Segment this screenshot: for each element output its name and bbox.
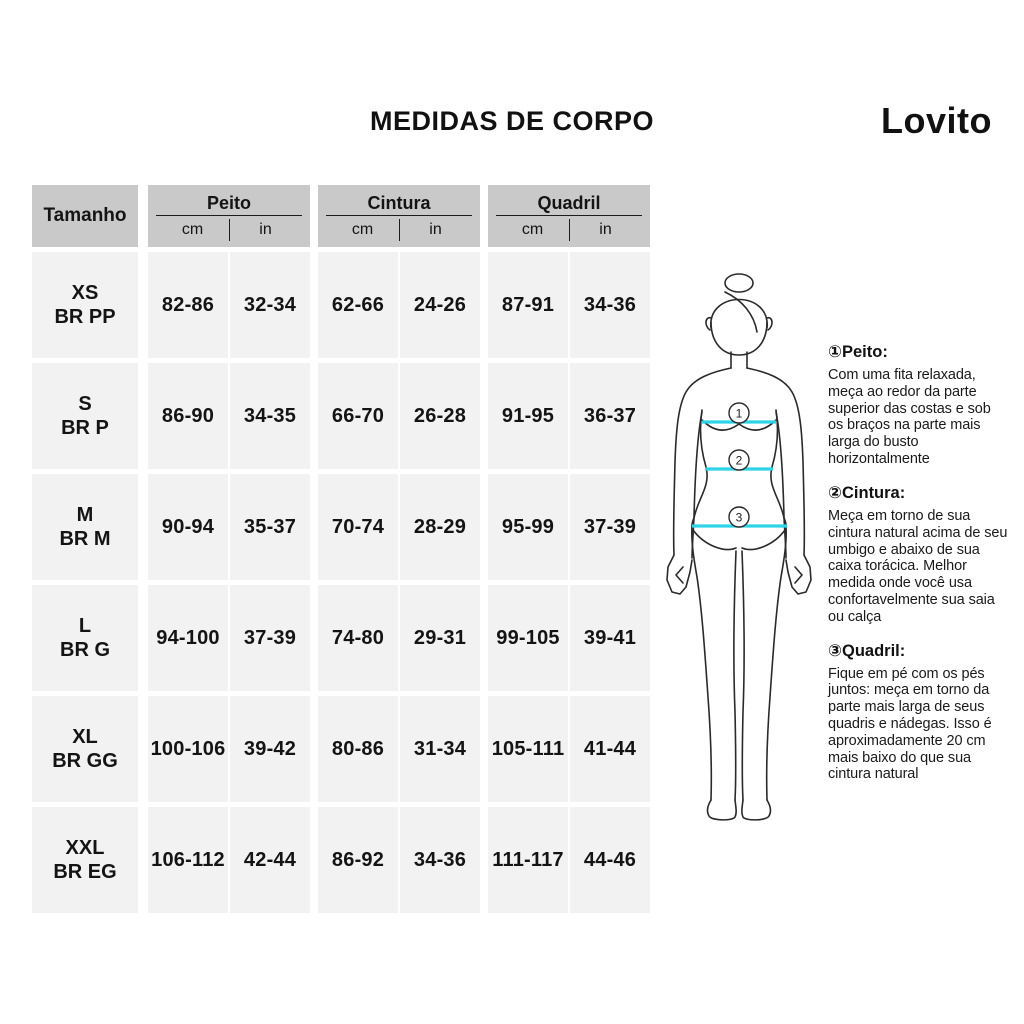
header-underline bbox=[326, 215, 472, 216]
chest-in-value: 34-35 bbox=[230, 363, 310, 469]
chest-in-value: 35-37 bbox=[230, 474, 310, 580]
face-outline bbox=[711, 322, 767, 355]
left-hand bbox=[667, 555, 692, 594]
waist-cm-value: 80-86 bbox=[318, 696, 398, 802]
hip-header-label: Quadril bbox=[537, 193, 601, 213]
instruction-hip-text: Fique em pé com os pés juntos: meça em torno da parte mais larga de seus quadris e nádegas. Isso é aproximadamente 20 cm mais baixo do que sua cintura natural bbox=[828, 665, 992, 783]
size-column-header: Tamanho bbox=[32, 185, 138, 247]
instruction-chest-heading bbox=[828, 342, 1008, 362]
table-row bbox=[32, 696, 650, 802]
size-table bbox=[32, 185, 650, 918]
instruction-chest-title: Peito: bbox=[841, 343, 888, 361]
waist-in-value: 31-34 bbox=[400, 696, 480, 802]
chest-in-value: 39-42 bbox=[230, 696, 310, 802]
unit-divider bbox=[399, 219, 400, 241]
unit-in-label: in bbox=[429, 221, 442, 238]
unit-cm-label: cm bbox=[351, 221, 374, 238]
size-label-cell bbox=[32, 585, 138, 691]
waist-group-header bbox=[318, 185, 480, 247]
unit-divider bbox=[229, 219, 230, 241]
waist-in-value: 34-36 bbox=[400, 807, 480, 913]
unit-in-label: in bbox=[599, 221, 612, 238]
right-foot bbox=[742, 800, 771, 820]
chest-in-value: 42-44 bbox=[230, 807, 310, 913]
marker-3-number: 3 bbox=[735, 510, 743, 525]
size-label-cell bbox=[32, 807, 138, 913]
measurement-instructions bbox=[828, 342, 1008, 798]
chest-unit-row bbox=[156, 218, 302, 242]
instruction-hip-heading bbox=[828, 641, 1008, 661]
instruction-chest bbox=[828, 342, 1008, 468]
unit-divider bbox=[569, 219, 570, 241]
size-label-cell bbox=[32, 252, 138, 358]
hair-outline bbox=[711, 300, 767, 329]
waist-in-value: 28-29 bbox=[400, 474, 480, 580]
circled-number-2: ② bbox=[828, 483, 842, 502]
chest-cm-value: 106-112 bbox=[148, 807, 228, 913]
hip-in-value: 34-36 bbox=[570, 252, 650, 358]
chest-header-label: Peito bbox=[206, 193, 251, 213]
table-row bbox=[32, 252, 650, 358]
hip-unit-row bbox=[496, 218, 642, 242]
hip-cm-value: 95-99 bbox=[488, 474, 568, 580]
waist-cm-value: 74-80 bbox=[318, 585, 398, 691]
instruction-hip bbox=[828, 641, 1008, 784]
size-intl: M bbox=[76, 504, 94, 526]
size-intl: XL bbox=[72, 726, 98, 748]
waist-cm-value: 62-66 bbox=[318, 252, 398, 358]
hair-parting bbox=[725, 292, 757, 332]
size-intl: XS bbox=[71, 282, 99, 304]
page-title: MEDIDAS DE CORPO bbox=[369, 106, 655, 136]
size-br: BR G bbox=[60, 639, 110, 661]
waist-unit-row bbox=[326, 218, 472, 242]
chest-cm-value: 94-100 bbox=[148, 585, 228, 691]
brand-logo: Lovito bbox=[881, 100, 992, 141]
chest-in-value: 32-34 bbox=[230, 252, 310, 358]
marker-2-number: 2 bbox=[735, 453, 743, 468]
chest-cm-value: 100-106 bbox=[148, 696, 228, 802]
size-label-cell bbox=[32, 363, 138, 469]
right-inner-leg bbox=[742, 551, 744, 800]
size-br: BR P bbox=[61, 417, 109, 439]
table-row bbox=[32, 474, 650, 580]
hip-in-value: 36-37 bbox=[570, 363, 650, 469]
waist-cm-value: 66-70 bbox=[318, 363, 398, 469]
table-row bbox=[32, 807, 650, 913]
hip-in-value: 39-41 bbox=[570, 585, 650, 691]
body-figure-svg bbox=[650, 262, 830, 827]
panty-line bbox=[693, 530, 736, 549]
hip-in-value: 44-46 bbox=[570, 807, 650, 913]
instruction-waist-heading bbox=[828, 483, 1008, 503]
chest-cm-value: 82-86 bbox=[148, 252, 228, 358]
waist-in-value: 24-26 bbox=[400, 252, 480, 358]
hip-cm-value: 99-105 bbox=[488, 585, 568, 691]
size-label-cell bbox=[32, 696, 138, 802]
header-underline bbox=[156, 215, 302, 216]
unit-cm-label: cm bbox=[521, 221, 544, 238]
waist-cm-value: 86-92 bbox=[318, 807, 398, 913]
unit-cm-label: cm bbox=[181, 221, 204, 238]
size-intl: L bbox=[78, 615, 92, 637]
hip-cm-value: 91-95 bbox=[488, 363, 568, 469]
unit-in-label: in bbox=[259, 221, 272, 238]
circled-number-3: ③ bbox=[828, 641, 842, 660]
table-header-row bbox=[32, 185, 650, 247]
left-outer-leg bbox=[692, 526, 712, 800]
hip-cm-value: 111-117 bbox=[488, 807, 568, 913]
instruction-waist-text: Meça em torno de sua cintura natural acima de seu umbigo e abaixo de sua caixa torácica. Melhor medida onde você usa confortavelmente sua saia ou calça bbox=[828, 507, 1008, 625]
header-underline bbox=[496, 215, 642, 216]
size-br: BR M bbox=[59, 528, 111, 550]
hip-in-value: 41-44 bbox=[570, 696, 650, 802]
waist-in-value: 29-31 bbox=[400, 585, 480, 691]
left-foot bbox=[708, 800, 737, 820]
chest-cm-value: 90-94 bbox=[148, 474, 228, 580]
marker-1-number: 1 bbox=[735, 406, 743, 421]
hip-group-header bbox=[488, 185, 650, 247]
hip-cm-value: 105-111 bbox=[488, 696, 568, 802]
size-label-cell bbox=[32, 474, 138, 580]
size-intl: S bbox=[78, 393, 92, 415]
body-figure-illustration bbox=[650, 262, 830, 827]
left-inner-leg bbox=[734, 551, 736, 800]
instruction-waist-title: Cintura: bbox=[841, 483, 906, 502]
size-br: BR PP bbox=[54, 306, 116, 328]
size-intl: XXL bbox=[65, 837, 105, 859]
chest-cm-value: 86-90 bbox=[148, 363, 228, 469]
hair-bun bbox=[725, 274, 753, 292]
waist-header-label: Cintura bbox=[367, 193, 431, 213]
chest-group-header bbox=[148, 185, 310, 247]
waist-in-value: 26-28 bbox=[400, 363, 480, 469]
right-hand bbox=[786, 555, 811, 594]
hip-cm-value: 87-91 bbox=[488, 252, 568, 358]
circled-number-1: ① bbox=[828, 343, 842, 361]
size-br: BR GG bbox=[52, 750, 118, 772]
instruction-hip-title: Quadril: bbox=[841, 641, 906, 660]
table-row bbox=[32, 363, 650, 469]
size-br: BR EG bbox=[53, 861, 117, 883]
chest-in-value: 37-39 bbox=[230, 585, 310, 691]
waist-cm-value: 70-74 bbox=[318, 474, 398, 580]
table-row bbox=[32, 585, 650, 691]
hip-in-value: 37-39 bbox=[570, 474, 650, 580]
right-outer-leg bbox=[767, 526, 787, 800]
instruction-waist bbox=[828, 483, 1008, 626]
instruction-chest-text: Com uma fita relaxada, meça ao redor da parte superior das costas e sob os braços na parte mais larga do busto horizontalmente bbox=[828, 367, 991, 468]
